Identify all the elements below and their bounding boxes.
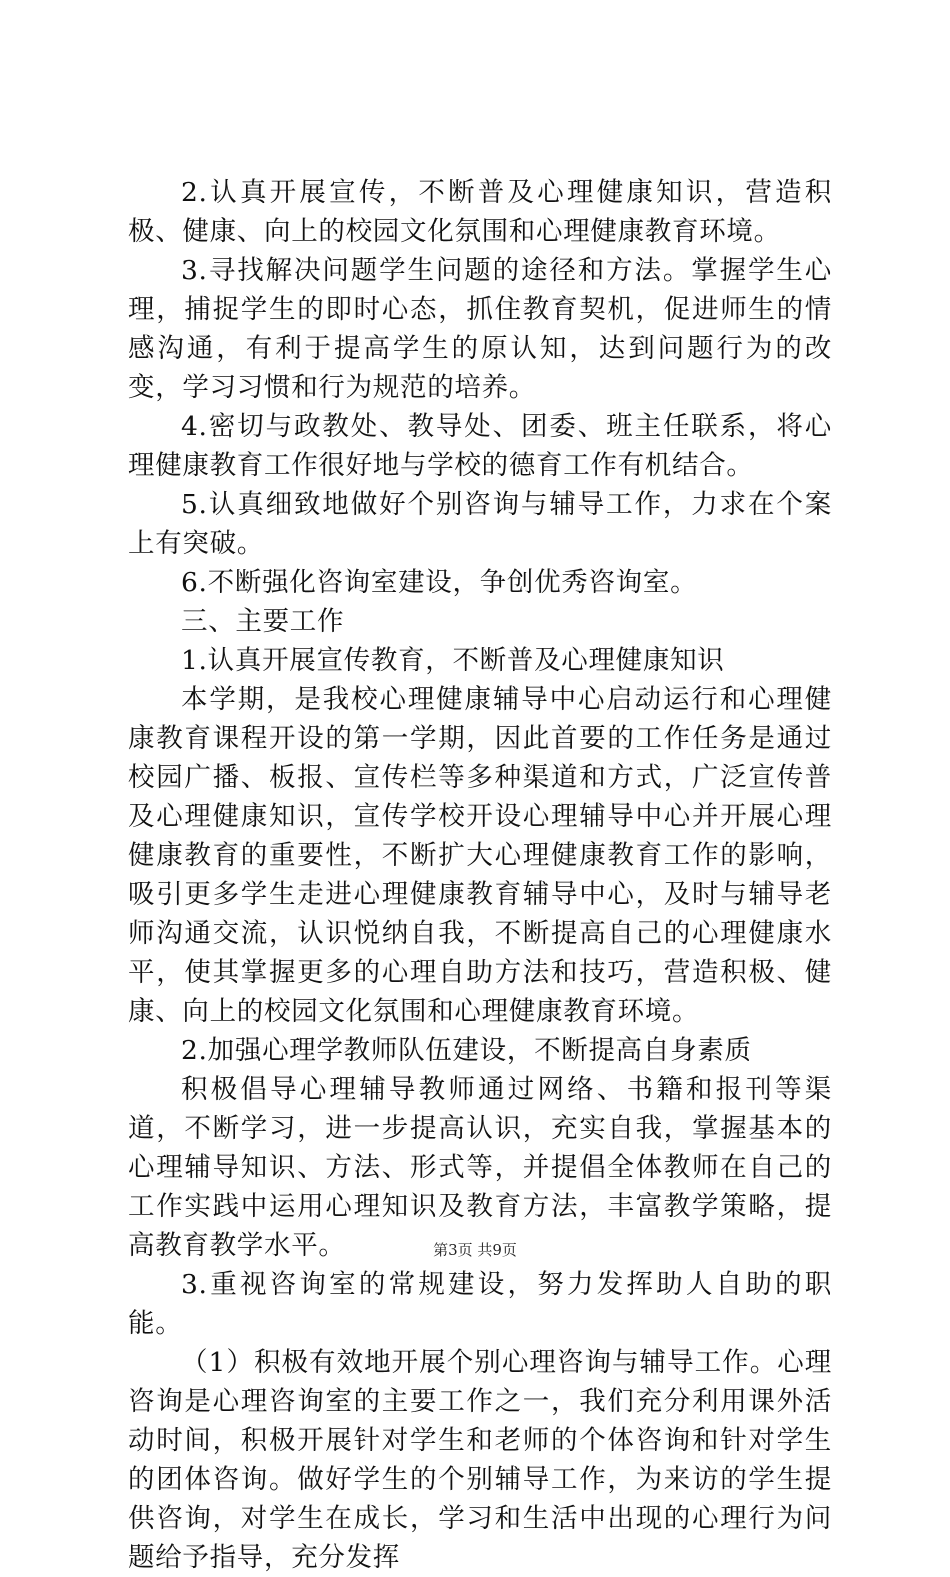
paragraph: 5.认真细致地做好个别咨询与辅导工作，力求在个案上有突破。 — [128, 489, 832, 559]
paragraph: 4.密切与政教处、教导处、团委、班主任联系，将心理健康教育工作很好地与学校的德育工作有机结合。 — [128, 411, 832, 481]
paragraph: 本学期，是我校心理健康辅导中心启动运行和心理健康教育课程开设的第一学期，因此首要的工作任务是通过校园广播、板报、宣传栏等多种渠道和方式，广泛宣传普及心理健康知识，宣传学校开设心理辅导中心并开展心理健康教育的重要性，不断扩大心理健康教育工作的影响，吸引更多学生走进心理健康教育辅导中心，及时与辅导老师沟通交流，认识悦纳自我，不断提高自己的心理健康水平，使其掌握更多的心理自助方法和技巧，营造积极、健康、向上的校园文化氛围和心理健康教育环境。 — [128, 684, 832, 1027]
subsection-heading: 2.加强心理学教师队伍建设，不断提高自身素质 — [181, 1035, 752, 1066]
paragraph: 3.寻找解决问题学生问题的途径和方法。掌握学生心理，捕捉学生的即时心态，抓住教育契机，促进师生的情感沟通，有利于提高学生的原认知，达到问题行为的改变，学习习惯和行为规范的培养。 — [128, 255, 832, 403]
paragraph: 6.不断强化咨询室建设，争创优秀咨询室。 — [181, 567, 698, 598]
subsection-heading: 1.认真开展宣传教育，不断普及心理健康知识 — [181, 645, 725, 676]
paragraph: 积极倡导心理辅导教师通过网络、书籍和报刊等渠道，不断学习，进一步提高认识，充实自我，掌握基本的心理辅导知识、方法、形式等，并提倡全体教师在自己的工作实践中运用心理知识及教育方法，丰富教学策略，提高教育教学水平。 — [128, 1074, 832, 1261]
paragraph: （1）积极有效地开展个别心理咨询与辅导工作。心理咨询是心理咨询室的主要工作之一，我们充分利用课外活动时间，积极开展针对学生和老师的个体咨询和针对学生的团体咨询。做好学生的个别辅导工作，为来访的学生提供咨询，对学生在成长，学习和生活中出现的心理行为问题给予指导，充分发挥 — [128, 1347, 832, 1573]
subsection-heading: 3.重视咨询室的常规建设，努力发挥助人自助的职能。 — [128, 1269, 832, 1339]
page-number-footer: 第3页 共9页 — [433, 1241, 517, 1259]
section-heading: 三、主要工作 — [181, 606, 345, 637]
body-text — [128, 173, 832, 1577]
paragraph: 2.认真开展宣传，不断普及心理健康知识，营造积极、健康、向上的校园文化氛围和心理健康教育环境。 — [128, 177, 832, 247]
